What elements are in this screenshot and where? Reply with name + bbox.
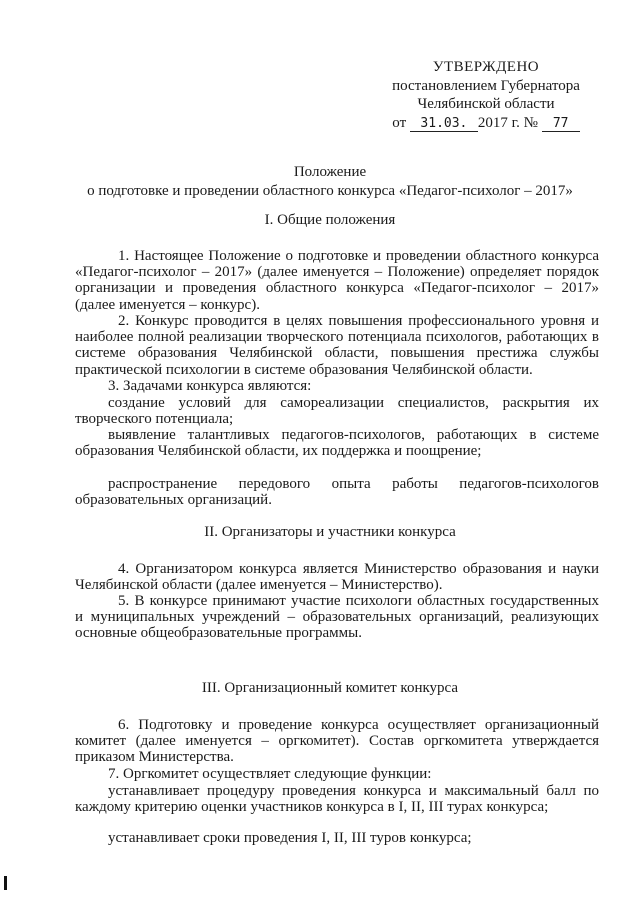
document-title-line-2: о подготовке и проведении областного конкурса «Педагог-психолог – 2017» [87, 182, 573, 199]
approval-line-2: Челябинской области [417, 96, 555, 112]
scan-edge-mark [4, 876, 7, 890]
approval-stamp [370, 58, 602, 132]
task-item-2: выявление талантливых педагогов-психологов, работающих в системе образования Челябинской области, их поддержка и поощрение; [75, 427, 599, 460]
paragraph-6: 6. Подготовку и проведение конкурса осуществляет организационный комитет (далее именуется – оргкомитет). Состав оргкомитета утверждается приказом Министерства. [75, 717, 599, 766]
approval-date: 31.03. [410, 117, 478, 132]
section-heading-2: II. Организаторы и участники конкурса [204, 524, 456, 540]
approval-line-1: постановлением Губернатора [392, 77, 580, 94]
approval-title: УТВЕРЖДЕНО [432, 59, 540, 75]
approval-number: 77 [542, 117, 580, 132]
document-title [60, 163, 600, 200]
function-item-2: устанавливает сроки проведения I, II, III туров конкурса; [108, 830, 472, 846]
approval-date-line [370, 114, 602, 133]
section-heading-3: III. Организационный комитет конкурса [201, 680, 459, 696]
document-title-line-1: Положение [293, 164, 367, 180]
paragraph-1: 1. Настоящее Положение о подготовке и проведении областного конкурса «Педагог-психолог – 2017» (далее именуется – Положение) определяет порядок организации и проведения областного конкурса «Педагог-психолог – 2017» (далее именуется – конкурс). [75, 248, 599, 313]
section-heading-1: I. Общие положения [264, 212, 396, 228]
paragraph-5: 5. В конкурсе принимают участие психологи областных государственных и муниципальных учреждений – образовательных организаций, реализующих основные общеобразовательные программы. [75, 593, 599, 642]
date-suffix: 2017 г. № [477, 114, 538, 131]
task-item-1: создание условий для самореализации специалистов, раскрытия их творческого потенциала; [75, 395, 599, 428]
function-item-1: устанавливает процедуру проведения конкурса и максимальный балл по каждому критерию оценки участников конкурса в I, II, III турах конкурса; [75, 783, 599, 816]
paragraph-2: 2. Конкурс проводится в целях повышения профессионального уровня и наиболее полной реализации творческого потенциала психологов, работающих в системе образования Челябинской области, повышения престижа службы практической психологии в системе образования Челябинской области. [75, 313, 599, 378]
task-item-3: распространение передового опыта работы педагогов-психологов образовательных организаций. [75, 476, 599, 509]
paragraph-4: 4. Организатором конкурса является Министерство образования и науки Челябинской области (далее именуется – Министерство). [75, 561, 599, 594]
date-prefix: от [392, 114, 407, 131]
paragraph-7: 7. Оргкомитет осуществляет следующие функции: [108, 766, 432, 782]
paragraph-3: 3. Задачами конкурса являются: [108, 378, 312, 394]
